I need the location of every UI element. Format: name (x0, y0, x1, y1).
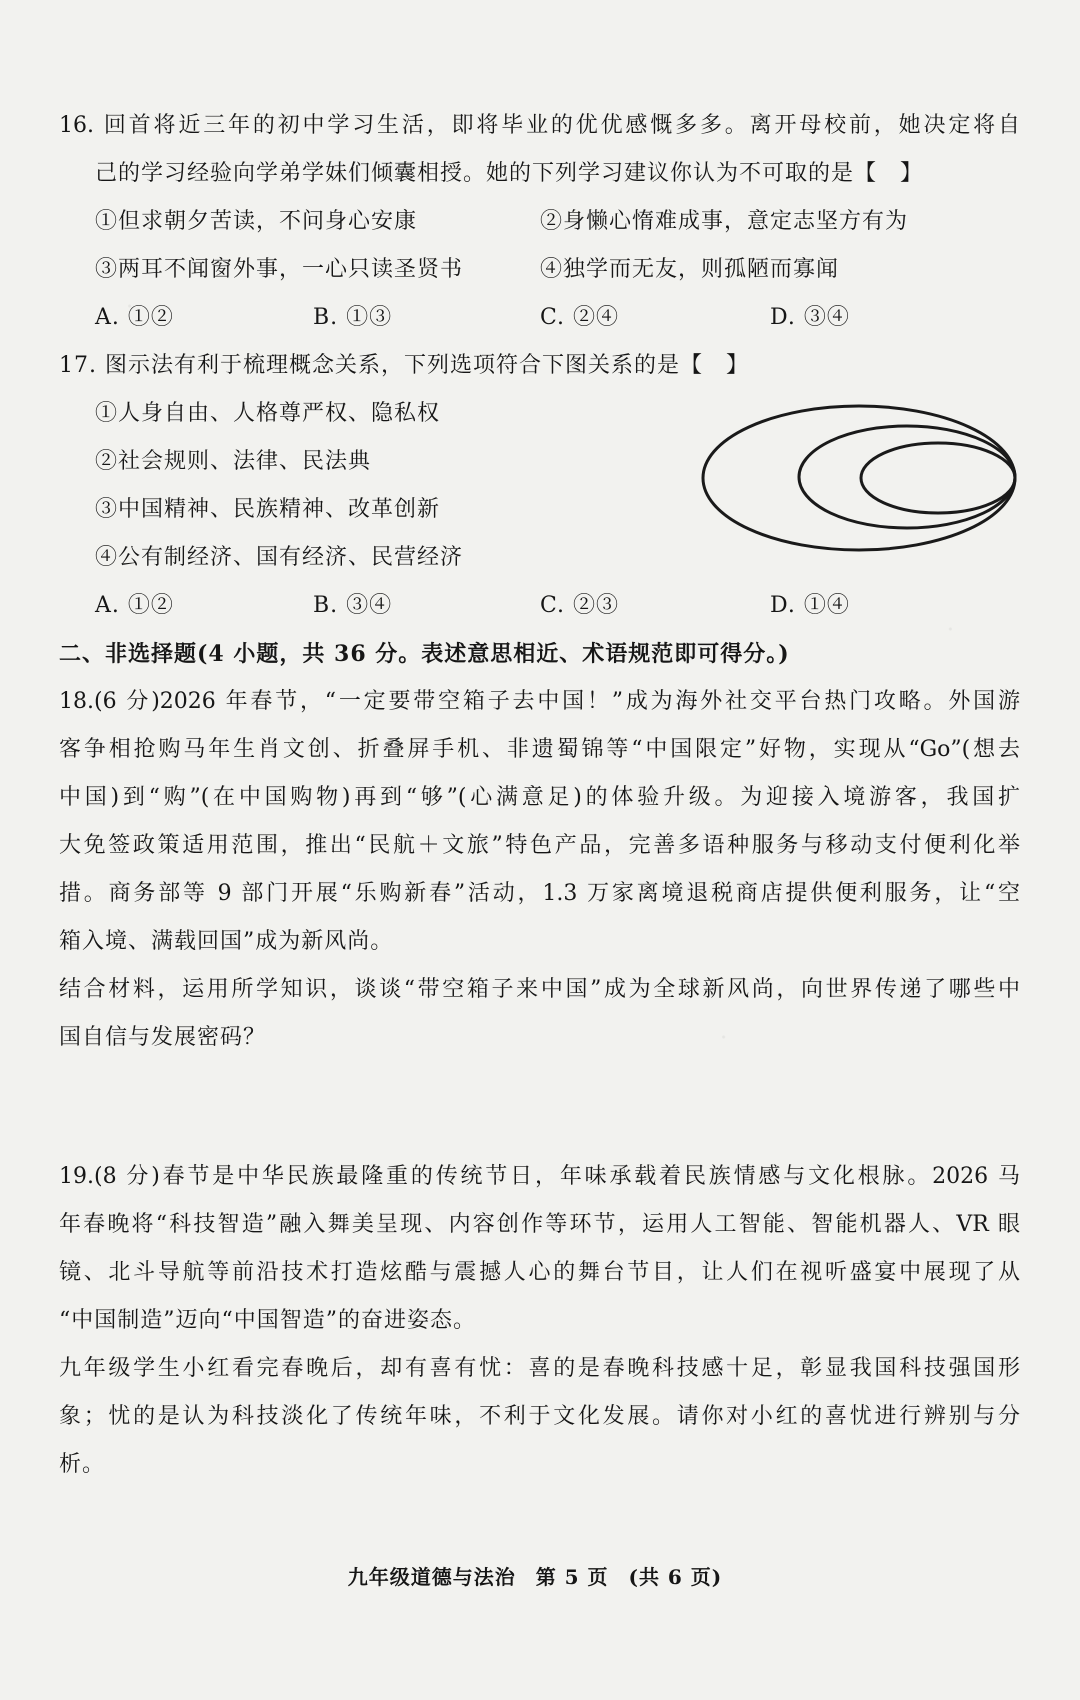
q17-statement-3: ③中国精神、民族精神、改革创新 (95, 497, 441, 522)
q16-choice-c: C. ②④ (540, 305, 620, 330)
q18-material-line-5: 措。商务部等 9 部门开展“乐购新春”活动，1.3 万家离境退税商店提供便利服务，让“空 (59, 881, 1020, 906)
q16-stem-line-2: 己的学习经验向学弟学妹们倾囊相授。她的下列学习建议你认为不可取的是【 】 (95, 161, 924, 186)
q19-prompt-line-2: 象；忧的是认为科技淡化了传统年味，不利于文化发展。请你对小红的喜忧进行辨别与分 (59, 1404, 1020, 1429)
q16-statement-1: ①但求朝夕苦读，不问身心安康 (95, 209, 418, 234)
q19-material-line-1 (59, 1153, 1020, 1201)
q18-material-line-4: 大免签政策适用范围，推出“民航＋文旅”特色产品，完善多语种服务与移动支付便利化举 (59, 833, 1020, 858)
page-footer (0, 1553, 1070, 1601)
q16-choice-d: D. ③④ (770, 305, 850, 330)
q19-material-line-2: 年春晚将“科技智造”融入舞美呈现、内容创作等环节，运用人工智能、智能机器人、VR 眼 (59, 1212, 1020, 1237)
q18-material-text-1: 2026 年春节，“一定要带空箱子去中国！”成为海外社交平台热门攻略。外国游 (159, 689, 1020, 714)
q17-choice-c: C. ②③ (540, 593, 620, 618)
q17-choice-a: A. ①② (95, 593, 174, 618)
q19-material-text-1: 春节是中华民族最隆重的传统节日，年味承载着民族情感与文化根脉。2026 马 (159, 1164, 1020, 1189)
q19-prompt-line-3: 析。 (59, 1452, 106, 1477)
q16-stem-text-1: 回首将近三年的初中学习生活，即将毕业的优优感慨多多。离开母校前，她决定将自 (103, 113, 1020, 138)
q17-choices (0, 582, 1080, 630)
q18-material-line-6: 箱入境、满载回国”成为新风尚。 (59, 929, 394, 954)
q19-material-line-3: 镜、北斗导航等前沿技术打造炫酷与震撼人心的舞台节目，让人们在视听盛宴中展现了从 (59, 1260, 1020, 1285)
q17-nested-ellipses-diagram (690, 395, 1030, 565)
q18-prompt-line-1: 结合材料，运用所学知识，谈谈“带空箱子来中国”成为全球新风尚，向世界传递了哪些中 (59, 977, 1020, 1002)
middle-ellipse (799, 426, 1015, 528)
q17-choice-b: B. ③④ (313, 593, 393, 618)
footer-page-number: 第 5 页 (535, 1565, 609, 1589)
q19-material-line-4: “中国制造”迈向“中国智造”的奋进姿态。 (59, 1308, 476, 1333)
footer-subject: 九年级道德与法治 (347, 1565, 516, 1589)
q16-statements-row-2 (0, 246, 1080, 294)
q19-number: 19. (59, 1164, 94, 1189)
q16-choices (0, 294, 1080, 342)
q17-statement-2: ②社会规则、法律、民法典 (95, 449, 372, 474)
q16-statement-3: ③两耳不闻窗外事，一心只读圣贤书 (95, 257, 464, 282)
q16-statement-4: ④独学而无友，则孤陋而寡闻 (540, 257, 840, 282)
q16-statements-row-1 (0, 198, 1080, 246)
q16-choice-b: B. ①③ (313, 305, 393, 330)
question-19 (0, 1153, 1080, 1489)
q17-number: 17. (59, 353, 97, 378)
questions-16-18 (0, 102, 1080, 1062)
q16-number: 16. (59, 113, 94, 138)
q16-stem-line-1 (59, 102, 1020, 150)
q18-score: (6 分) (94, 689, 160, 714)
q17-statement-1: ①人身自由、人格尊严权、隐私权 (95, 401, 441, 426)
outer-ellipse (703, 406, 1015, 550)
q19-score: (8 分) (94, 1164, 160, 1189)
q18-material-line-2: 客争相抢购马年生肖文创、折叠屏手机、非遗蜀锦等“中国限定”好物，实现从“Go”(想去 (59, 737, 1020, 762)
q18-prompt-line-2: 国自信与发展密码？ (59, 1025, 267, 1050)
q19-prompt-line-1: 九年级学生小红看完春晚后，却有喜有忧：喜的是春晚科技感十足，彰显我国科技强国形 (59, 1356, 1020, 1381)
q16-statement-2: ②身懒心惰难成事，意定志坚方有为 (540, 209, 909, 234)
inner-ellipse (861, 443, 1015, 513)
q17-stem-text: 图示法有利于梳理概念关系，下列选项符合下图关系的是【 】 (105, 353, 750, 378)
q18-material-line-1 (59, 678, 1020, 726)
footer-total-pages: (共 6 页) (628, 1565, 723, 1589)
q18-material-line-3: 中国)到“购”(在中国购物)再到“够”(心满意足)的体验升级。为迎接入境游客，我国扩 (59, 785, 1020, 810)
q17-statement-4: ④公有制经济、国有经济、民营经济 (95, 545, 464, 570)
q16-choice-a: A. ①② (95, 305, 174, 330)
q17-choice-d: D. ①④ (770, 593, 850, 618)
section-heading: 二、非选择题(4 小题，共 36 分。表述意思相近、术语规范即可得分。) (59, 641, 790, 667)
q17-stem (59, 342, 1020, 390)
q18-number: 18. (59, 689, 94, 714)
